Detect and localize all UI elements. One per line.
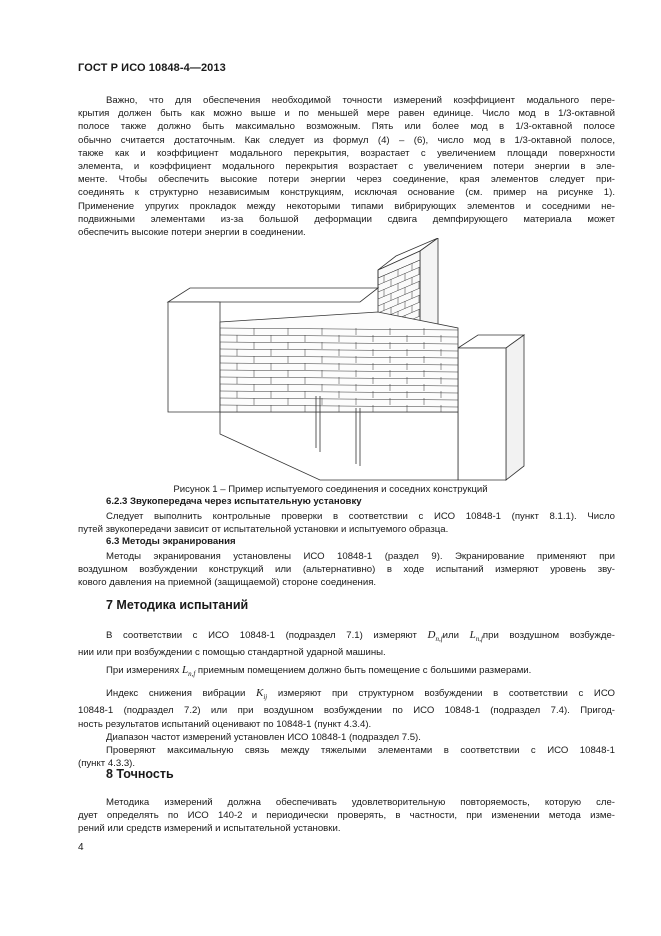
text-line: нии или при возбуждении с помощью стандартной ударной машины.	[78, 647, 386, 659]
text-line: крытия должен быть как можно выше и по меньшей мере равен единице. Число мод в 1/3-октавной	[78, 108, 615, 120]
page-header: ГОСТ Р ИСО 10848-4—2013	[78, 62, 226, 74]
text-line: кового давления на приемной (защищаемой) стороне соединения.	[78, 577, 377, 589]
page-number: 4	[78, 842, 84, 853]
intro-paragraph	[78, 94, 615, 239]
section-8-text	[78, 796, 615, 836]
text-line: путей звукопередачи зависит от испытательной установки и испытуемого образца.	[78, 524, 449, 536]
text-line: также как и коэффициент модального перекрытия, возрастает с увеличением площади поверхности	[78, 147, 615, 159]
text-line: ность результатов испытаний оценивают по 10848-1 (пункт 4.3.4).	[78, 718, 372, 730]
text-line: подвижными элементами из-за большой деформации сдвига демпфирующего материала может	[78, 213, 615, 225]
text-line: дует определять по ИСО 140-2 и периодически проверять, в частности, при изменении метода изме-	[78, 810, 615, 822]
text-line: полосе также должно быть максимально возможным. Пять или более мод в 1/3-октавной полосе	[78, 121, 615, 133]
text-line: Диапазон частот измерений установлен ИСО 10848-1 (подраздел 7.5).	[106, 731, 421, 743]
text-line: Проверяют максимальную связь между тяжелыми элементами в соответствии с ИСО 10848-1	[106, 744, 615, 756]
section-6-2-3-title: 6.2.3 Звукопередача через испытательную установку	[106, 496, 362, 507]
text-line: обычно считается достаточным. Как следует из формул (4) – (6), число мод в 1/3-октавной полосе,	[78, 134, 615, 146]
text-line: менте. Чтобы обеспечить высокие потери энергии через соединение, края элементов следует при-	[78, 174, 615, 186]
section-8-title: 8 Точность	[106, 767, 174, 781]
text-line: воздушном возбуждении конструкций или (альтернативно) в ходе испытаний измеряют уровень зву-	[78, 564, 615, 576]
text-line: элемента, и коэффициент модального перекрытия возрастает с увеличением потери энергии в эле-	[78, 161, 615, 173]
text-line: При измерениях $L_{n,f}$ приемным помещением должно быть помещение с большими размерами.	[106, 663, 532, 678]
text-line: Методика измерений должна обеспечивать удовлетворительную повторяемость, которую сле-	[106, 797, 615, 808]
section-6-2-3-text	[78, 510, 615, 536]
section-6-3-title: 6.3 Методы экранирования	[106, 536, 236, 547]
text-line: 10848-1 (подраздел 7.2) или при воздушном возбуждении по ИСО 10848-1 (подраздел 7.4). Пригод-	[78, 705, 615, 717]
text-line: Индекс снижения вибрации $K_{ij}$ измеряют при структурном возбуждении в соответствии с ИСО	[106, 686, 616, 702]
text-line: Методы экранирования установлены ИСО 10848-1 (раздел 9). Экранирование применяют при	[106, 551, 615, 562]
text-line: Следует выполнить контрольные проверки в соответствии с ИСО 10848-1 (пункт 8.1.1). Число	[106, 511, 615, 522]
text-line: рений или средств измерений и испытательной установки.	[78, 823, 341, 835]
text-line: соединять к структурно независимым конструкциям, исключая основание (см. пример на рисунке 1).	[78, 187, 615, 199]
junction-figure	[160, 238, 530, 484]
text-line: Применение упругих прокладок между некоторыми типами вибрирующих элементов и соседними не-	[78, 200, 615, 212]
figure-caption: Рисунок 1 – Пример испытуемого соединения и соседних конструкций	[173, 484, 488, 495]
section-7-title: 7 Методика испытаний	[106, 598, 249, 612]
text-line: обеспечить высокие потери энергии в соединении.	[78, 227, 306, 239]
text-line: Важно, что для обеспечения необходимой точности измерений коэффициент модального пере-	[106, 95, 615, 106]
section-6-3-text	[78, 550, 615, 590]
section-7-text	[78, 629, 615, 770]
text-line: В соответствии с ИСО 10848-1 (подраздел 7.1) измеряют $D_{n,f}или$ $L_{n,f}при$ воздушном возбужде-	[106, 629, 615, 644]
text-line: (пункт 4.3.3).	[78, 758, 136, 770]
